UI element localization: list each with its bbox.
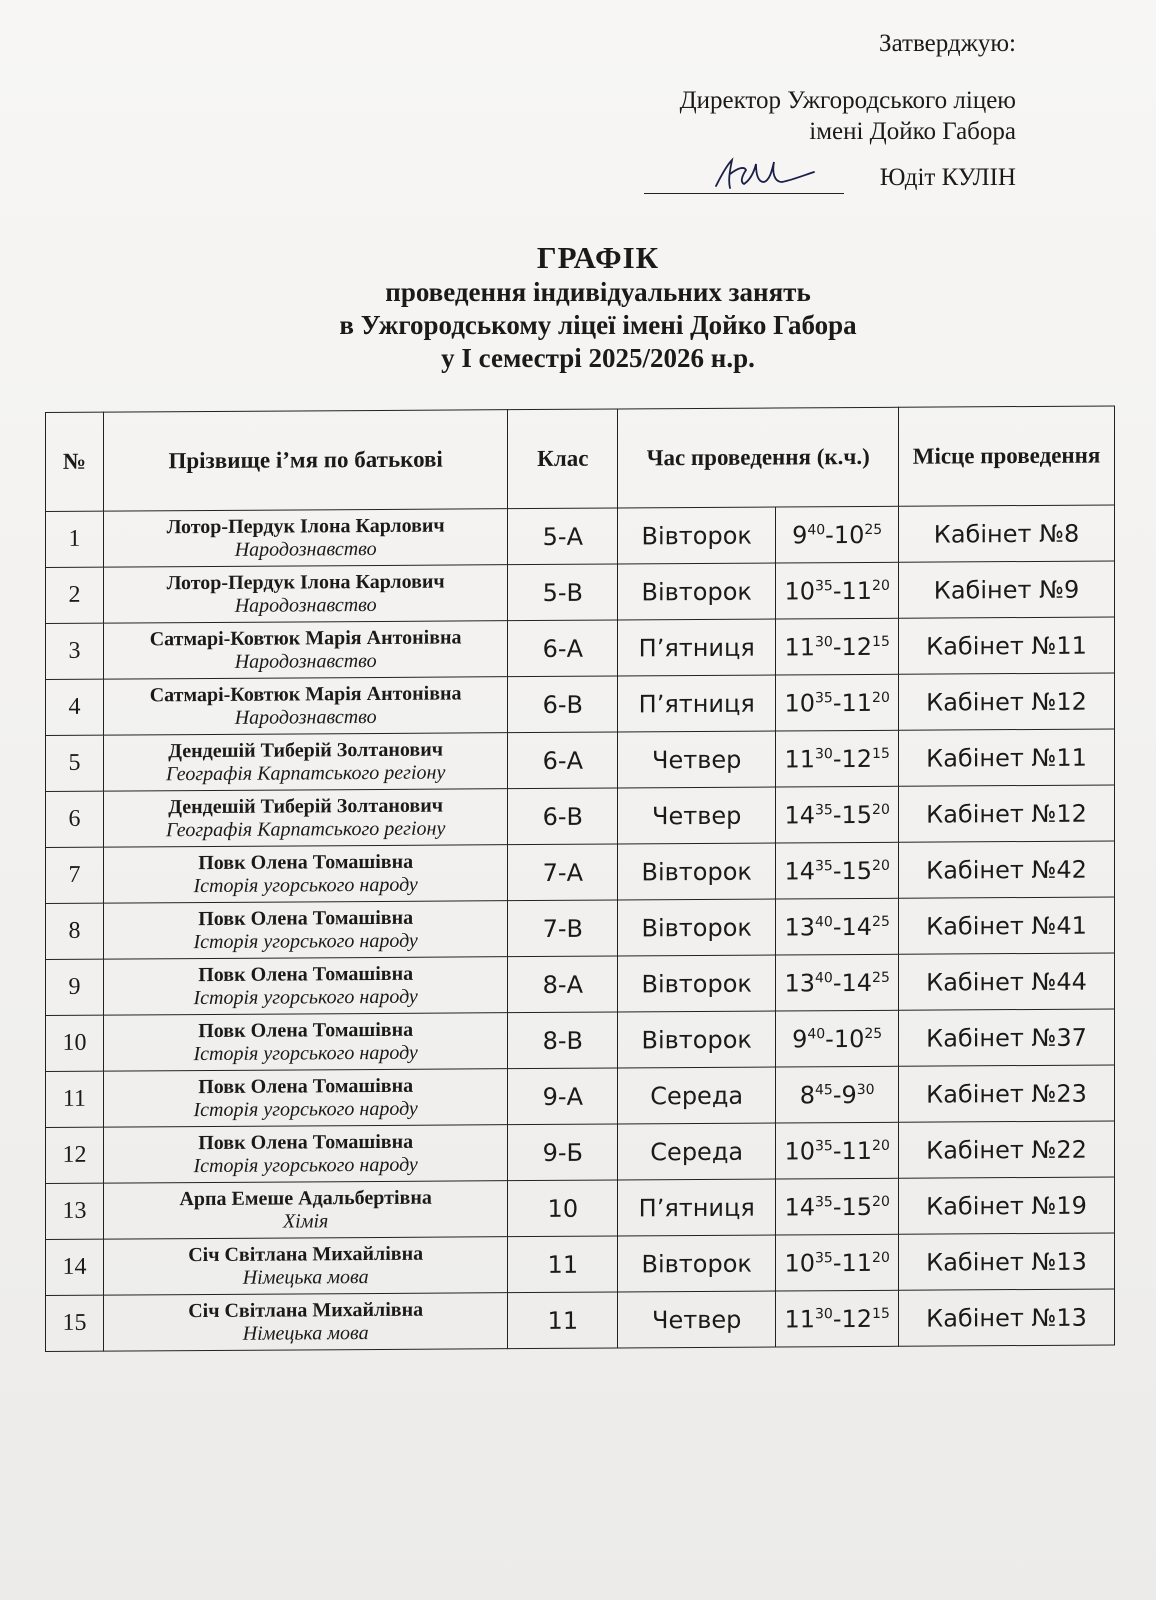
teacher-cell	[103, 677, 507, 735]
table-row	[46, 561, 1115, 624]
table-row	[46, 1009, 1115, 1072]
teacher-name: Лотор-Пердук Ілона Карлович	[166, 514, 445, 538]
teacher-name: Повк Олена Томашівна	[198, 1130, 414, 1154]
teacher-name: Дендешій Тиберій Золтанович	[168, 738, 444, 762]
teacher-cell	[103, 789, 507, 847]
table-row	[46, 617, 1115, 680]
room-cell: Кабінет №41	[899, 897, 1115, 954]
table-row	[46, 729, 1115, 792]
time-cell: $11^{30}-12^{15}$	[776, 618, 899, 675]
class-cell: 8-В	[508, 1012, 618, 1069]
room-cell: Кабінет №19	[899, 1177, 1115, 1234]
class-cell: 5-А	[508, 508, 618, 565]
start-hour: 11	[784, 744, 815, 773]
end-hour: 9	[841, 1080, 857, 1109]
subject-name: Народознавство	[234, 705, 377, 729]
end-hour: 14	[841, 912, 873, 941]
room-cell: Кабінет №13	[899, 1289, 1115, 1346]
teacher-name: Повк Олена Томашівна	[198, 962, 414, 986]
subject-name: Історія угорського народу	[193, 929, 418, 953]
end-hour: 12	[841, 632, 873, 661]
end-minute: 15	[872, 1305, 890, 1322]
room-cell: Кабінет №22	[899, 1121, 1115, 1178]
room-cell: Кабінет №11	[899, 617, 1115, 674]
teacher-cell	[103, 1181, 507, 1239]
teacher-cell	[103, 733, 507, 791]
day-cell: Середа	[618, 1123, 776, 1180]
time-cell: $14^{35}-15^{20}$	[776, 1178, 899, 1235]
teacher-name: Дендешій Тиберій Золтанович	[168, 794, 444, 818]
header-class: Клас	[508, 409, 618, 509]
start-minute: 35	[814, 1137, 833, 1154]
start-minute: 35	[814, 1249, 833, 1266]
class-cell: 9-Б	[508, 1124, 618, 1181]
teacher-cell	[103, 957, 507, 1015]
start-hour: 10	[784, 1136, 815, 1165]
teacher-cell	[103, 1069, 507, 1127]
time-cell: $9^{40}-10^{25}$	[776, 1010, 899, 1067]
end-hour: 15	[841, 1192, 873, 1221]
handwritten-signature	[710, 154, 820, 194]
subject-name: Історія угорського народу	[193, 1097, 418, 1121]
class-cell: 5-В	[508, 564, 618, 621]
teacher-name: Лотор-Пердук Ілона Карлович	[166, 570, 445, 594]
teacher-cell	[103, 1013, 507, 1071]
end-hour: 11	[841, 576, 873, 605]
end-minute: 30	[856, 1081, 875, 1098]
class-cell: 6-В	[508, 676, 618, 733]
time-cell: $8^{45}-9^{30}$	[776, 1066, 899, 1123]
row-number: 15	[46, 1295, 104, 1351]
start-minute: 35	[814, 857, 833, 874]
start-minute: 35	[814, 801, 833, 818]
time-cell: $10^{35}-11^{20}$	[776, 1122, 899, 1179]
row-number: 11	[46, 1071, 104, 1127]
start-minute: 35	[814, 689, 833, 706]
start-hour: 9	[792, 1024, 808, 1053]
title-main: ГРАФІК	[536, 240, 660, 275]
day-cell: Четвер	[618, 731, 776, 788]
subject-name: Народознавство	[234, 593, 377, 617]
start-hour: 14	[784, 1192, 815, 1221]
start-minute: 35	[814, 577, 833, 594]
start-hour: 13	[784, 968, 815, 997]
teacher-cell	[103, 1125, 507, 1183]
room-cell: Кабінет №23	[899, 1065, 1115, 1122]
day-cell: Вівторок	[618, 955, 776, 1012]
subject-name: Географія Карпатського регіону	[165, 761, 446, 785]
row-number: 2	[46, 567, 104, 623]
row-number: 4	[46, 679, 104, 735]
end-hour: 11	[841, 1248, 873, 1277]
start-hour: 13	[784, 912, 815, 941]
start-minute: 40	[807, 521, 826, 538]
day-cell: Вівторок	[618, 563, 776, 620]
room-cell: Кабінет №11	[899, 729, 1115, 786]
day-cell: Вівторок	[618, 1235, 776, 1292]
day-cell: Четвер	[618, 1291, 776, 1348]
subject-name: Народознавство	[234, 649, 377, 673]
document-title	[40, 240, 1156, 375]
class-cell: 11	[508, 1292, 618, 1349]
start-minute: 35	[814, 1193, 833, 1210]
room-cell: Кабінет №13	[899, 1233, 1115, 1290]
row-number: 12	[46, 1127, 104, 1183]
class-cell: 8-А	[508, 956, 618, 1013]
row-number: 6	[46, 791, 104, 847]
approval-block	[680, 28, 1016, 147]
end-hour: 15	[841, 800, 873, 829]
room-cell: Кабінет №12	[899, 673, 1115, 730]
table-row	[46, 953, 1115, 1016]
end-hour: 10	[833, 1024, 865, 1053]
end-hour: 12	[841, 1304, 873, 1333]
class-cell: 10	[508, 1180, 618, 1237]
class-cell: 6-В	[508, 788, 618, 845]
day-cell: Вівторок	[618, 843, 776, 900]
room-cell: Кабінет №44	[899, 953, 1115, 1010]
table-row	[46, 1177, 1115, 1240]
approval-position-line2: імені Дойко Габора	[809, 118, 1016, 145]
row-number: 9	[46, 959, 104, 1015]
title-line2: в Ужгородському ліцеї імені Дойко Габора	[339, 310, 857, 340]
row-number: 13	[46, 1183, 104, 1239]
start-hour: 10	[784, 688, 815, 717]
end-minute: 15	[872, 633, 890, 650]
end-hour: 11	[841, 1136, 873, 1165]
header-time: Час проведення (к.ч.)	[618, 407, 899, 508]
end-minute: 15	[872, 745, 890, 762]
table-row	[46, 505, 1115, 568]
teacher-cell	[103, 901, 507, 959]
end-hour: 11	[841, 688, 873, 717]
day-cell: Середа	[618, 1067, 776, 1124]
teacher-cell	[103, 565, 507, 623]
end-minute: 25	[872, 969, 890, 986]
room-cell: Кабінет №8	[899, 505, 1115, 562]
table-row	[46, 1065, 1115, 1128]
teacher-cell	[103, 509, 507, 567]
teacher-name: Сатмарі-Ковтюк Марія Антонівна	[149, 625, 462, 650]
subject-name: Історія угорського народу	[193, 1041, 418, 1065]
subject-name: Історія угорського народу	[193, 1153, 418, 1177]
start-minute: 30	[814, 745, 833, 762]
start-hour: 14	[784, 800, 815, 829]
row-number: 8	[46, 903, 104, 959]
subject-name: Географія Карпатського регіону	[165, 817, 446, 841]
day-cell: Вівторок	[618, 899, 776, 956]
end-hour: 14	[841, 968, 873, 997]
day-cell: П’ятниця	[618, 1179, 776, 1236]
row-number: 3	[46, 623, 104, 679]
teacher-cell	[103, 1293, 507, 1351]
subject-name: Німецька мова	[242, 1265, 369, 1289]
teacher-name: Повк Олена Томашівна	[198, 906, 414, 930]
end-hour: 15	[841, 856, 873, 885]
teacher-name: Повк Олена Томашівна	[198, 1018, 414, 1042]
start-hour: 9	[792, 520, 808, 549]
day-cell: П’ятниця	[618, 619, 776, 676]
start-hour: 11	[784, 632, 815, 661]
signature-line	[644, 158, 1016, 198]
subject-name: Історія угорського народу	[193, 985, 418, 1009]
start-hour: 8	[799, 1080, 815, 1109]
class-cell: 7-В	[508, 900, 618, 957]
teacher-name: Повк Олена Томашівна	[198, 1074, 414, 1098]
time-cell: $13^{40}-14^{25}$	[776, 898, 899, 955]
end-minute: 20	[872, 1137, 890, 1154]
start-minute: 30	[814, 633, 833, 650]
time-cell: $10^{35}-11^{20}$	[776, 562, 899, 619]
header-name: Прізвище і’мя по батькові	[103, 410, 507, 511]
room-cell: Кабінет №37	[899, 1009, 1115, 1066]
schedule-table	[45, 405, 1115, 1352]
end-minute: 20	[872, 1193, 890, 1210]
teacher-name: Сатмарі-Ковтюк Марія Антонівна	[149, 681, 462, 706]
teacher-cell	[103, 1237, 507, 1295]
room-cell: Кабінет №9	[899, 561, 1115, 618]
class-cell: 11	[508, 1236, 618, 1293]
start-hour: 11	[784, 1304, 815, 1333]
start-hour: 10	[784, 1248, 815, 1277]
end-minute: 25	[864, 1025, 883, 1042]
row-number: 5	[46, 735, 104, 791]
header-place: Місце проведення	[899, 406, 1115, 506]
table-header-row	[46, 406, 1115, 512]
row-number: 7	[46, 847, 104, 903]
end-minute: 25	[872, 913, 890, 930]
class-cell: 7-А	[508, 844, 618, 901]
time-cell: $14^{35}-15^{20}$	[776, 842, 899, 899]
approval-position-line1: Директор Ужгородського ліцею	[679, 87, 1016, 114]
time-cell: $11^{30}-12^{15}$	[776, 1290, 899, 1347]
teacher-name: Повк Олена Томашівна	[198, 850, 414, 874]
table-row	[46, 897, 1115, 960]
approval-heading: Затверджую:	[879, 30, 1016, 57]
end-minute: 20	[872, 689, 890, 706]
table-row	[46, 1121, 1115, 1184]
class-cell: 6-А	[508, 732, 618, 789]
start-minute: 40	[807, 1025, 826, 1042]
subject-name: Німецька мова	[242, 1321, 369, 1345]
start-minute: 40	[814, 969, 833, 986]
row-number: 10	[46, 1015, 104, 1071]
title-line3: у І семестрі 2025/2026 н.р.	[441, 343, 755, 373]
day-cell: Вівторок	[618, 1011, 776, 1068]
end-hour: 10	[833, 520, 865, 549]
teacher-name: Арпа Емеше Адальбертівна	[179, 1186, 432, 1210]
row-number: 1	[46, 511, 104, 567]
header-num: №	[46, 412, 104, 511]
time-cell: $10^{35}-11^{20}$	[776, 1234, 899, 1291]
day-cell: Четвер	[618, 787, 776, 844]
table-row	[46, 673, 1115, 736]
table-row	[46, 841, 1115, 904]
start-minute: 45	[814, 1081, 833, 1098]
start-hour: 10	[784, 576, 815, 605]
start-minute: 40	[814, 913, 833, 930]
time-cell: $10^{35}-11^{20}$	[776, 674, 899, 731]
day-cell: Вівторок	[618, 507, 776, 564]
end-hour: 12	[841, 744, 873, 773]
end-minute: 20	[872, 857, 890, 874]
start-minute: 30	[814, 1305, 833, 1322]
room-cell: Кабінет №42	[899, 841, 1115, 898]
time-cell: $13^{40}-14^{25}$	[776, 954, 899, 1011]
time-cell: $14^{35}-15^{20}$	[776, 786, 899, 843]
end-minute: 25	[864, 521, 883, 538]
table-row	[46, 785, 1115, 848]
time-cell: $11^{30}-12^{15}$	[776, 730, 899, 787]
table-row	[46, 1233, 1115, 1296]
room-cell: Кабінет №12	[899, 785, 1115, 842]
start-hour: 14	[784, 856, 815, 885]
subject-name: Народознавство	[234, 537, 377, 561]
subject-name: Історія угорського народу	[193, 873, 418, 897]
subject-name: Хімія	[282, 1209, 329, 1233]
title-line1: проведення індивідуальних занять	[385, 277, 811, 307]
teacher-cell	[103, 621, 507, 679]
end-minute: 20	[872, 801, 890, 818]
time-cell: $9^{40}-10^{25}$	[776, 506, 899, 563]
table-row	[46, 1289, 1115, 1352]
class-cell: 6-А	[508, 620, 618, 677]
signer-name: Юдіт КУЛІН	[879, 164, 1016, 191]
end-minute: 20	[872, 1249, 890, 1266]
teacher-name: Січ Світлана Михайлівна	[188, 1242, 424, 1266]
day-cell: П’ятниця	[618, 675, 776, 732]
row-number: 14	[46, 1239, 104, 1295]
teacher-cell	[103, 845, 507, 903]
teacher-name: Січ Світлана Михайлівна	[188, 1298, 424, 1322]
class-cell: 9-А	[508, 1068, 618, 1125]
end-minute: 20	[872, 577, 890, 594]
